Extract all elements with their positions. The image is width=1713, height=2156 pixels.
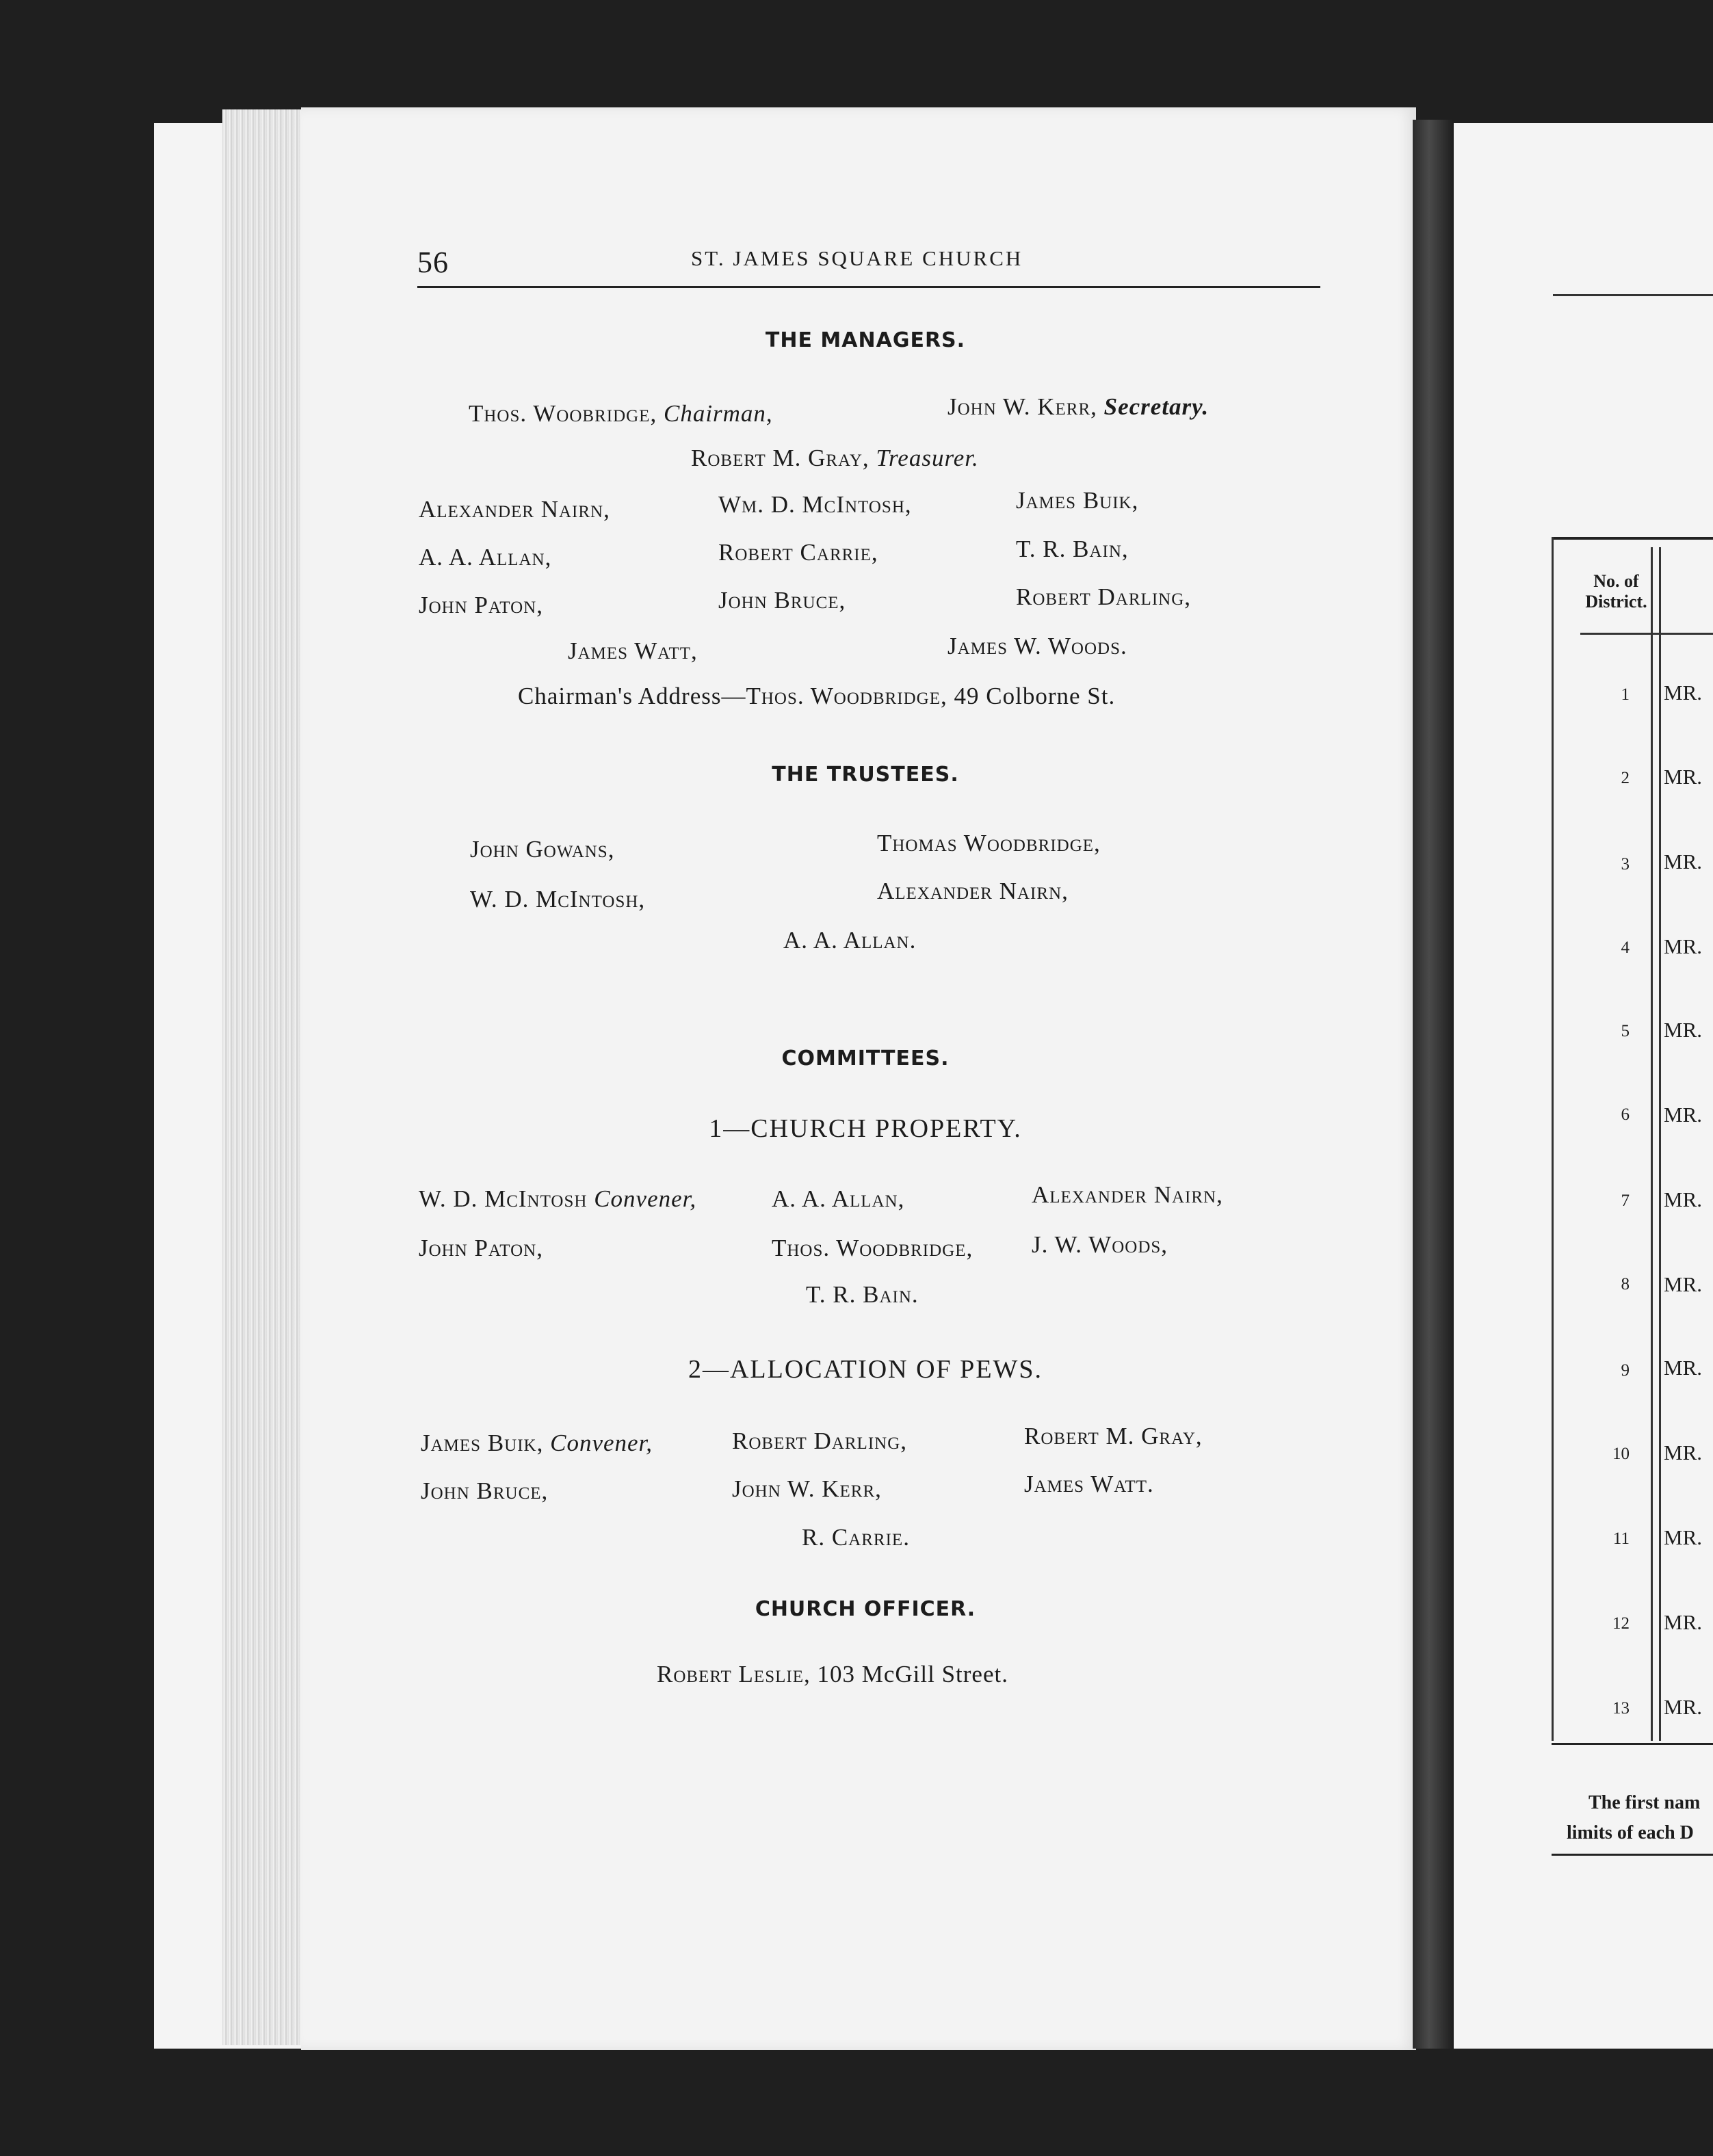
book-gutter [1413, 120, 1454, 2049]
trustee-name: W. D. McIntosh, [470, 886, 646, 912]
right-header-rule [1553, 294, 1713, 296]
district-row-prefix: MR. [1664, 1187, 1702, 1211]
district-number: 5 [1621, 1022, 1630, 1040]
manager-name: T. R. Bain, [1016, 536, 1129, 562]
committee-member: John Paton, [419, 1235, 543, 1261]
district-number: 11 [1612, 1529, 1630, 1548]
managers-heading: THE MANAGERS. [765, 328, 966, 352]
committee-member: Alexander Nairn, [1032, 1181, 1223, 1208]
committee-member: John W. Kerr, [732, 1475, 882, 1502]
header-rule [417, 286, 1320, 288]
district-row-prefix: MR. [1664, 681, 1702, 705]
committee-member: T. R. Bain. [806, 1281, 919, 1308]
committee-member: James Watt. [1024, 1471, 1154, 1497]
committee-member: John Bruce, [421, 1477, 549, 1504]
left-page [301, 107, 1416, 2050]
trustee-name: A. A. Allan. [783, 927, 917, 954]
committee-member: Thos. Woodbridge, [772, 1235, 973, 1261]
secretary-name: John W. Kerr, Secretary. [947, 393, 1209, 420]
church-property-title: 1—CHURCH PROPERTY. [709, 1114, 1022, 1143]
manager-name: James Watt, [568, 637, 698, 664]
allocation-of-pews-title: 2—ALLOCATION OF PEWS. [688, 1355, 1043, 1384]
manager-name: Wm. D. McIntosh, [718, 491, 912, 518]
running-title: ST. JAMES SQUARE CHURCH [691, 246, 1023, 270]
district-number: 10 [1612, 1445, 1630, 1463]
district-row-prefix: MR. [1664, 934, 1702, 958]
church-officer-name: Robert Leslie, 103 McGill Street. [657, 1661, 1008, 1687]
committee-member: W. D. McIntosh Convener, [419, 1185, 697, 1212]
district-number: 8 [1621, 1275, 1630, 1293]
footnote-line: The first nam [1588, 1792, 1701, 1813]
district-row-prefix: MR. [1664, 1695, 1702, 1719]
manager-name: Robert Darling, [1016, 583, 1191, 610]
committee-member: James Buik, Convener, [421, 1430, 653, 1456]
district-number: 9 [1621, 1361, 1630, 1380]
footnote-line: limits of each D [1567, 1822, 1694, 1843]
manager-name: James Buik, [1016, 487, 1139, 514]
table-column-divider [1651, 547, 1653, 1741]
table-bottom-rule [1552, 1743, 1713, 1745]
district-row-prefix: MR. [1664, 1441, 1702, 1464]
table-column-divider [1659, 547, 1661, 1741]
district-row-prefix: MR. [1664, 1103, 1702, 1127]
district-row-prefix: MR. [1664, 1272, 1702, 1296]
district-number: 1 [1621, 685, 1630, 704]
district-row-prefix: MR. [1664, 1356, 1702, 1380]
district-number: 4 [1621, 938, 1630, 957]
manager-name: Robert Carrie, [718, 539, 878, 566]
district-number: 6 [1621, 1105, 1630, 1124]
manager-name: A. A. Allan, [419, 544, 552, 570]
district-number: 12 [1612, 1614, 1630, 1633]
district-number: 2 [1621, 769, 1630, 787]
trustee-name: Thomas Woodbridge, [877, 830, 1101, 856]
manager-name: James W. Woods. [947, 633, 1127, 659]
committee-member: R. Carrie. [802, 1524, 910, 1551]
church-officer-heading: CHURCH OFFICER. [755, 1597, 976, 1621]
district-row-prefix: MR. [1664, 1525, 1702, 1549]
footnote-rule [1552, 1854, 1713, 1856]
trustee-name: Alexander Nairn, [877, 878, 1069, 904]
committee-member: Robert M. Gray, [1024, 1423, 1203, 1449]
trustees-heading: THE TRUSTEES. [772, 763, 959, 787]
committees-heading: COMMITTEES. [781, 1047, 950, 1070]
manager-name: John Bruce, [718, 587, 846, 614]
table-header-rule [1580, 633, 1713, 635]
district-number: 13 [1612, 1699, 1630, 1718]
committee-member: J. W. Woods, [1032, 1231, 1168, 1258]
table-top-rule [1553, 537, 1713, 540]
treasurer-name: Robert M. Gray, Treasurer. [691, 445, 979, 471]
right-page [1454, 130, 1713, 2049]
chairman-name: Thos. Woobridge, Chairman, [469, 400, 773, 427]
district-number: 3 [1621, 855, 1630, 873]
district-row-prefix: MR. [1664, 1610, 1702, 1634]
district-column-header: No. of District. [1585, 571, 1647, 612]
district-row-prefix: MR. [1664, 765, 1702, 789]
manager-name: Alexander Nairn, [419, 496, 610, 523]
chairman-address: Chairman's Address—Thos. Woodbridge, 49 Colborne St. [518, 683, 1116, 709]
manager-name: John Paton, [419, 592, 543, 618]
trustee-name: John Gowans, [470, 836, 615, 863]
district-row-prefix: MR. [1664, 850, 1702, 873]
district-number: 7 [1621, 1192, 1630, 1210]
district-row-prefix: MR. [1664, 1018, 1702, 1042]
table-border [1552, 537, 1554, 1741]
committee-member: A. A. Allan, [772, 1185, 905, 1212]
page-number: 56 [417, 246, 449, 279]
committee-member: Robert Darling, [732, 1428, 907, 1454]
